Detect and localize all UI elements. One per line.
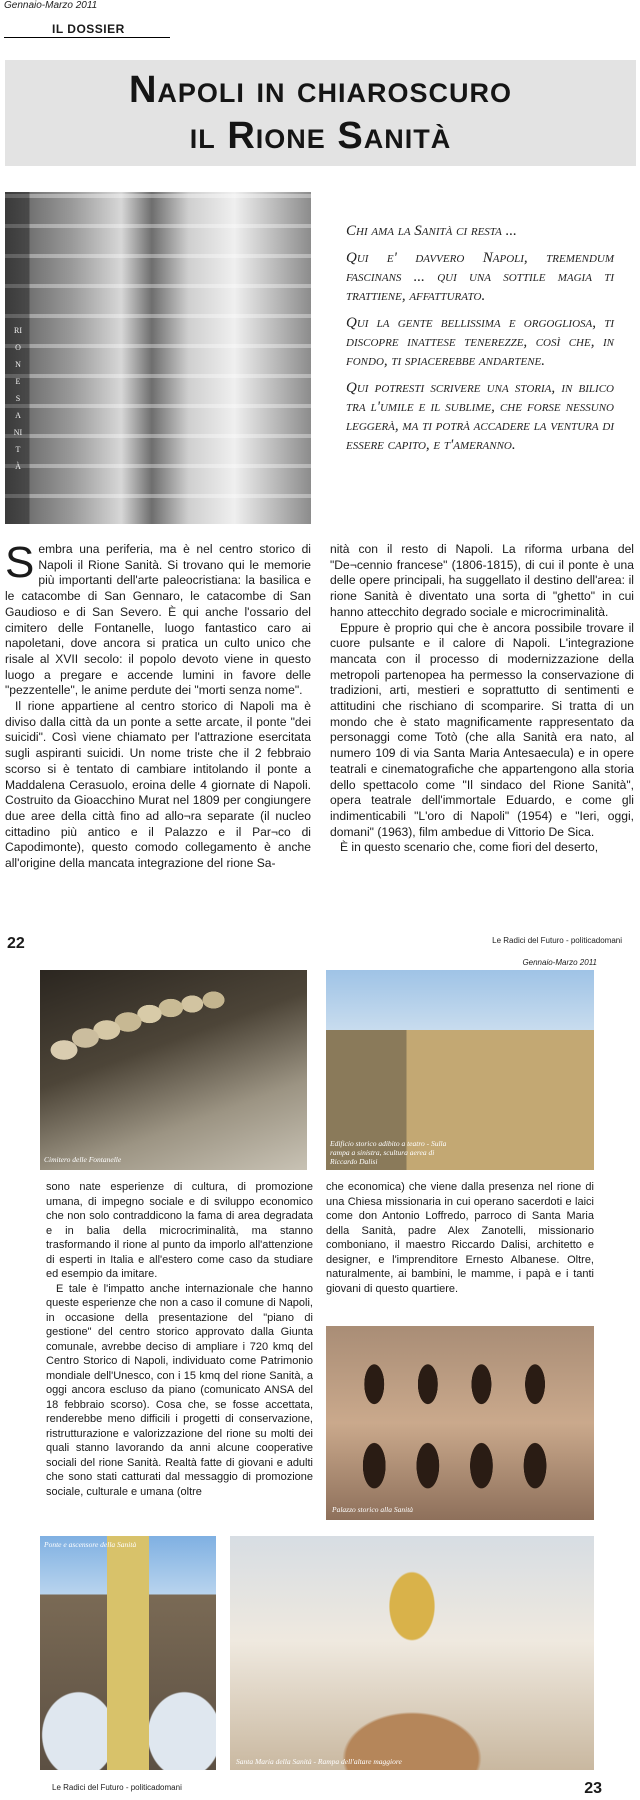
sanita-bridge-photo (40, 1536, 216, 1770)
poem-stanza: Qui potresti scrivere una storia, in bilico tra l'umile e il sublime, che forse nessuno leggerà, ma ti potrà accadere la ventura di essere capito, e t'ameranno. (346, 380, 614, 453)
intro-poem (346, 222, 614, 463)
poem-stanza: Qui la gente bellissima e orgogliosa, ti discopre inattese tenerezze, così che, in fondo, ti spiacerebbe andartene. (346, 315, 614, 369)
article-paragraph: E tale è l'impatto anche internazionale che hanno queste esperienze che non a caso il comune di Napoli, in occasione della presentazione del "piano di gestione" del centro storico approvato dalla Giunta comunale, avrebbe deciso di ampliare i 720 kmq del Centro Storico di Napoli, individuato come Patrimonio mondiale dell'Unesco, con i 15 kmq del rione Sanità, a oggi ancora escluso da piano (comunicato ANSA del 18 febbraio scorso). Cosa che, se fosse accettata, renderebbe meno difficili i progetti di conservazione, ristrutturazione e valorizzazione del rione su molti dei quali stanno lavorando da anni alcune cooperative sociali del rione Sanità. Realtà fatte di giovani e adulti che sono stati catturati dal messaggio di promozione sociale, culturale e umana (oltre (46, 1282, 313, 1498)
article-title-line-1: Napoli in chiaroscuro (128, 69, 513, 111)
article-column-2 (330, 542, 634, 856)
fontanelle-cemetery-photo (40, 970, 307, 1170)
photo-caption: Ponte e ascensore della Sanità (44, 1540, 137, 1549)
page-date: Gennaio-Marzo 2011 (522, 958, 597, 967)
rione-sanita-street-photo (5, 192, 311, 524)
article-column-4 (326, 1180, 594, 1296)
article-title-line-2: il Rione Sanità (189, 115, 452, 157)
drop-cap: S (5, 538, 35, 587)
page-footer: Le Radici del Futuro - politicadomani (492, 936, 622, 945)
article-paragraph: Sembra una periferia, ma è nel centro storico di Napoli il Rione Sanità. Si trovano qui le memorie più importanti dell'arte paleocristiana: la basilica e le catacombe di San Gennaro, le catacombe di San Gaudioso e di San Severo. È qui anche l'ossario del cimitero delle Fontanelle, luogo fantastico caro ai napoletani, dove ancora si pratica un culto unico che risale al XVII secolo: il popolo devoto viene in questo luogo a pregare e accende lumini in favore delle "pezzentelle", le anime perdute dei "morti senza nome". (5, 538, 311, 698)
article-paragraph: sono nate esperienze di cultura, di promozione umana, di impegno sociale e di sviluppo economico che non solo contraddicono la fama di area degradata e in balia della microcriminalità, ma stanno trasformando il rione al punto da imporlo all'attenzione di esperti in Italia e all'estero come caso da studiare ed esempio da imitare. (46, 1181, 313, 1280)
article-paragraph: nità con il resto di Napoli. La riforma urbana del "De¬cennio francese" (1806-1815), di cui il ponte è una delle opere principali, ha suggellato il destino dell'area: il rione Sanità è diventato una sorta di "ghetto" in cui hanno attecchito degrado sociale e microcriminalità. (330, 542, 634, 619)
page-number: 23 (584, 1780, 602, 1797)
photo-caption: Palazzo storico alla Sanità (332, 1505, 414, 1514)
poem-line: Chi ama la Sanità ci resta ... (346, 223, 517, 239)
article-column-3 (46, 1180, 313, 1499)
title-banner (5, 60, 636, 166)
section-label: IL DOSSIER (52, 22, 125, 36)
article-paragraph: Il rione appartiene al centro storico di Napoli ma è diviso dalla città da un ponte a sette arcate, il ponte "dei suicidi". Così viene chiamato per l'attrazione esercitata sugli aspiranti suicidi. Un nome triste che il 2 febbraio scorso si è tentato di cambiare intitolando il ponte a Maddalena Cerasuolo, eroina delle 4 giornate di Napoli. Costruito da Gioacchino Murat nel 1809 per congiungere due aree della città fino ad allo¬ra separate (il nucleo cittadino più antico e il Palazzo e il Par¬co di Capodimonte), questo comodo collegamento è anche all'origine della mancata integrazione del rione Sa- (5, 699, 311, 871)
palazzo-courtyard-photo (326, 1326, 594, 1520)
photo-caption: Edificio storico adibito a teatro - Sulla rampa a sinistra, scultura aerea di Riccardo Dalisi (330, 1139, 447, 1166)
article-column-1 (5, 538, 311, 872)
theatre-building-photo (326, 970, 594, 1170)
photo-caption: Cimitero delle Fontanelle (44, 1155, 122, 1164)
poem-stanza: Qui e' davvero Napoli, tremendum fascinans ... qui una sottile magia ti trattiene, affatturato. (346, 250, 614, 304)
article-paragraph: Eppure è proprio qui che è ancora possibile trovare il cuore pulsante e il calore di Napoli. L'integrazione mancata con il processo di modernizzazione della metropoli partenopea ha permesso la conservazione di tradizioni, arti, mestieri e soprattutto di sentimenti e attitudini che rischiano di scomparire. Si tratta di un mondo che è stato magnificamente rappresentato da personaggi come Totò (che alla Sanità era nato, al numero 109 di via Santa Maria Antesaecula) e in opere teatrali e cinematografiche che appartengono alla storia dello spettacolo come "Il sindaco del Rione Sanità", opera teatrale dell'immortale Eduardo, e come gli indimenticabili "L'oro di Napoli" (1954) e "Ieri, oggi, domani" (1963), film ambedue di Vittorio De Sica. (330, 620, 634, 839)
page-number: 22 (7, 935, 25, 952)
page-footer: Le Radici del Futuro - politicadomani (52, 1783, 182, 1792)
photo-caption: Santa Maria della Sanità - Rampa dell'altare maggiore (236, 1757, 402, 1766)
article-paragraph: È in questo scenario che, come fiori del deserto, (340, 840, 599, 855)
santa-maria-sanita-photo (230, 1536, 594, 1770)
section-rule (4, 37, 170, 38)
article-paragraph: che economica) che viene dalla presenza nel rione di una Chiesa missionaria in cui operano sacerdoti e laici come don Antonio Loffredo, parroco di Santa Maria della Sanità, padre Alex Zanotelli, missionario comboniano, il maestro Riccardo Dalisi, architetto e designer, e l'imprenditore Ernesto Albanese. Oltre, naturalmente, ai bambini, le mamme, i papà e i tanti giovani di questo quartiere. (326, 1181, 594, 1295)
page-date: Gennaio-Marzo 2011 (4, 0, 98, 11)
photo-vertical-caption: RIONE SANITÀ (13, 326, 23, 471)
